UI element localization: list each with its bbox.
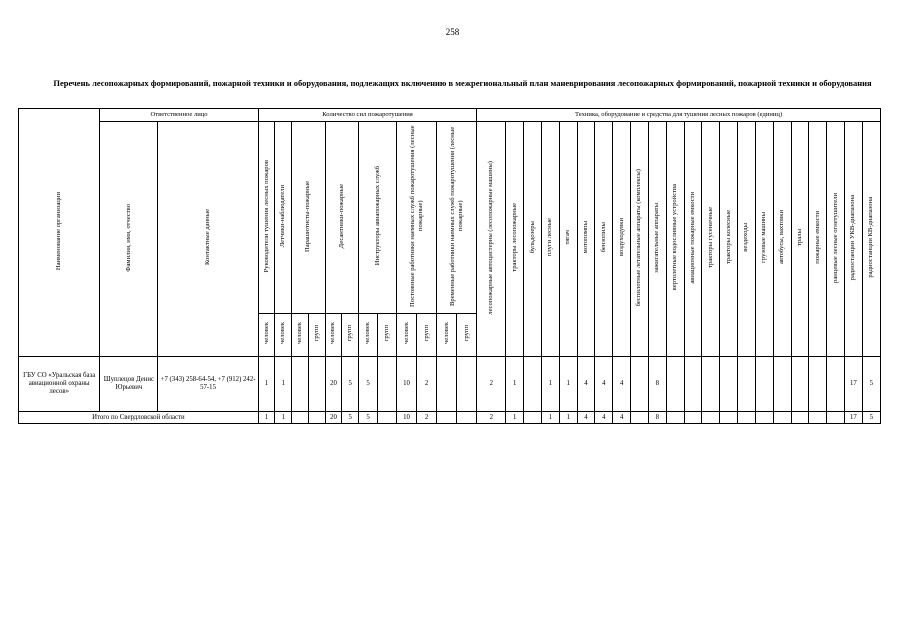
header-equip-8 xyxy=(631,122,649,357)
total-equip-14 xyxy=(738,412,756,424)
cell-force-3 xyxy=(308,357,325,412)
total-row xyxy=(19,412,881,424)
cell-equip-21 xyxy=(862,357,880,412)
total-force-8 xyxy=(396,412,416,424)
total-equip-12 xyxy=(702,412,720,424)
cell-force-0 xyxy=(258,357,275,412)
total-equip-21 xyxy=(862,412,880,424)
header-equip-10 xyxy=(666,122,684,357)
total-equip-6 xyxy=(595,412,613,424)
header-equip-11 xyxy=(684,122,702,357)
cell-equip-3-text: 1 xyxy=(548,380,553,387)
unit-3-0-text: человек xyxy=(329,322,337,345)
header-force-5 xyxy=(396,122,436,314)
header-equip-8-text: беспилотные летательные аппараты (комплексы) xyxy=(635,168,643,307)
total-equip-17 xyxy=(791,412,809,424)
total-force-0-text: 1 xyxy=(264,413,269,421)
header-equip-6-text: бензопилы xyxy=(599,222,607,253)
header-equip-15 xyxy=(755,122,773,357)
total-equip-3 xyxy=(541,412,559,424)
cell-force-8-text: 10 xyxy=(403,380,410,387)
total-equip-1 xyxy=(506,412,524,424)
total-equip-20 xyxy=(845,412,863,424)
header-equipment xyxy=(477,109,881,122)
total-equip-20-text: 17 xyxy=(850,413,857,421)
header-equip-1-text: тракторы лесопожарные xyxy=(510,203,518,272)
total-force-6-text: 5 xyxy=(366,413,370,421)
cell-force-1 xyxy=(275,357,292,412)
cell-equip-4 xyxy=(559,357,577,412)
header-equip-7-text: воздуходувки xyxy=(617,218,625,257)
header-force-2 xyxy=(292,122,325,314)
cell-equip-3 xyxy=(541,357,559,412)
header-equip-4 xyxy=(559,122,577,357)
total-equip-21-text: 5 xyxy=(869,413,874,421)
unit-5-1-text: групп xyxy=(422,325,430,342)
header-equip-7 xyxy=(613,122,631,357)
total-equip-3-text: 1 xyxy=(548,413,553,421)
header-equip-1 xyxy=(506,122,524,357)
unit-0-0 xyxy=(258,314,275,357)
cell-force-7 xyxy=(378,357,397,412)
cell-equip-1-text: 1 xyxy=(512,380,517,387)
unit-2-1 xyxy=(308,314,325,357)
unit-2-1-text: групп xyxy=(312,325,320,342)
total-equip-0 xyxy=(477,412,506,424)
total-force-4 xyxy=(325,412,342,424)
cell-force-4-text: 20 xyxy=(330,380,337,387)
header-org-name xyxy=(19,109,100,357)
cell-force-11 xyxy=(457,357,477,412)
page-number: 258 xyxy=(445,27,460,37)
cell-force-2 xyxy=(292,357,309,412)
cell-equip-5-text: 4 xyxy=(584,380,588,387)
unit-5-0 xyxy=(396,314,416,357)
cell-equip-7-text: 4 xyxy=(619,380,624,387)
header-equip-14 xyxy=(738,122,756,357)
unit-2-0-text: человек xyxy=(296,322,304,345)
total-equip-9-text: 8 xyxy=(655,413,659,421)
header-equip-3-text: плуги лесные xyxy=(546,218,554,257)
total-force-0 xyxy=(258,412,275,424)
cell-force-5 xyxy=(342,357,359,412)
header-contacts xyxy=(158,122,258,357)
cell-org-text: ГБУ СО «Уральская база авиационной охраны лесов» xyxy=(23,372,96,395)
header-equip-5 xyxy=(577,122,595,357)
total-force-9-text: 2 xyxy=(424,413,429,421)
header-force-5-text: Постоянные работники наемных служб пожаротушения (лесные пожарные) xyxy=(408,125,424,307)
cell-equip-13 xyxy=(720,357,738,412)
header-equip-0-text: лесопожарные автоцистерны (лесопожарные машины) xyxy=(487,160,495,315)
total-force-7 xyxy=(378,412,397,424)
formations-table xyxy=(18,108,881,424)
header-forces-text: Количество сил пожаротушения xyxy=(322,111,413,118)
header-equip-0 xyxy=(477,122,506,357)
document-title: Перечень лесопожарных формирований, пожарной техники и оборудования, подлежащих включению в межрегиональный план маневрирования лесопожарных формирований, пожарной техники и оборудования xyxy=(53,78,872,88)
total-equip-1-text: 1 xyxy=(512,413,517,421)
header-equip-20 xyxy=(845,122,863,357)
unit-1-0 xyxy=(275,314,292,357)
total-force-1-text: 1 xyxy=(281,413,286,421)
total-equip-9 xyxy=(648,412,666,424)
cell-equip-8 xyxy=(631,357,649,412)
unit-5-0-text: человек xyxy=(402,322,410,345)
header-force-4-text: Инструкторы авиапожарных служб xyxy=(373,166,381,266)
total-equip-18 xyxy=(809,412,827,424)
header-equip-10-text: вертолетные водосливные устройства xyxy=(671,184,679,291)
unit-3-1-text: групп xyxy=(346,325,354,342)
unit-1-0-text: человек xyxy=(279,322,287,345)
total-label xyxy=(19,412,259,424)
cell-contacts xyxy=(158,357,258,412)
header-force-1-text: Летчики-наблюдатели xyxy=(279,184,287,248)
header-equip-21-text: радиостанции КВ-диапазона xyxy=(867,197,875,278)
total-equip-5-text: 4 xyxy=(584,413,588,421)
header-force-0-text: Руководители тушения лесных пожаров xyxy=(262,159,270,273)
cell-equip-16 xyxy=(773,357,791,412)
cell-equip-20 xyxy=(845,357,863,412)
header-equip-16-text: автобусы, вахтовки xyxy=(778,210,786,265)
cell-fio xyxy=(100,357,158,412)
unit-6-1 xyxy=(457,314,477,357)
header-equip-5-text: мотопомпы xyxy=(581,221,589,254)
header-fio-text: Фамилия, имя, отчество xyxy=(124,203,132,272)
header-force-3-text: Десантники-пожарные xyxy=(337,183,345,249)
unit-0-0-text: человек xyxy=(262,322,270,345)
cell-equip-2 xyxy=(524,357,542,412)
cell-force-0-text: 1 xyxy=(264,380,269,387)
total-equip-11 xyxy=(684,412,702,424)
header-equip-19-text: ранцевые лесные огнетушители xyxy=(831,192,839,283)
total-force-6 xyxy=(359,412,378,424)
total-force-5-text: 5 xyxy=(348,413,352,421)
total-force-4-text: 20 xyxy=(330,413,337,421)
total-force-5 xyxy=(342,412,359,424)
header-equip-18-text: пожарные емкости xyxy=(813,211,821,264)
total-equip-6-text: 4 xyxy=(602,413,606,421)
cell-equip-20-text: 17 xyxy=(850,380,857,387)
cell-force-8 xyxy=(396,357,416,412)
cell-force-1-text: 1 xyxy=(281,380,286,387)
total-equip-4 xyxy=(559,412,577,424)
total-force-10 xyxy=(437,412,457,424)
header-contacts-text: Контактные данные xyxy=(204,209,212,266)
unit-4-1-text: групп xyxy=(382,325,390,342)
header-force-0 xyxy=(258,122,275,314)
unit-2-0 xyxy=(292,314,309,357)
cell-force-10 xyxy=(437,357,457,412)
header-equip-15-text: грузовые машины xyxy=(760,212,768,263)
cell-equip-6 xyxy=(595,357,613,412)
cell-equip-7 xyxy=(613,357,631,412)
header-forces xyxy=(258,109,477,122)
total-force-11 xyxy=(457,412,477,424)
header-equip-12-text: тракторы гусеничные xyxy=(706,207,714,268)
table-row xyxy=(19,357,881,412)
unit-3-0 xyxy=(325,314,342,357)
header-equip-13 xyxy=(720,122,738,357)
total-equip-16 xyxy=(773,412,791,424)
total-equip-2 xyxy=(524,412,542,424)
cell-equip-12 xyxy=(702,357,720,412)
total-equip-0-text: 2 xyxy=(489,413,493,421)
cell-equip-0 xyxy=(477,357,506,412)
total-equip-10 xyxy=(666,412,684,424)
total-equip-5 xyxy=(577,412,595,424)
header-force-4 xyxy=(359,122,397,314)
header-equip-17 xyxy=(791,122,809,357)
cell-force-9 xyxy=(417,357,437,412)
cell-contacts-text: +7 (343) 258-64-54, +7 (912) 242-57-15 xyxy=(160,376,256,391)
header-equip-6 xyxy=(595,122,613,357)
cell-force-4 xyxy=(325,357,342,412)
unit-4-0 xyxy=(359,314,378,357)
total-equip-8 xyxy=(631,412,649,424)
cell-equip-19 xyxy=(827,357,845,412)
total-force-3 xyxy=(308,412,325,424)
header-equip-16 xyxy=(773,122,791,357)
cell-equip-10 xyxy=(666,357,684,412)
cell-force-6-text: 5 xyxy=(366,380,370,387)
cell-equip-6-text: 4 xyxy=(602,380,606,387)
total-equip-19 xyxy=(827,412,845,424)
header-force-1 xyxy=(275,122,292,314)
header-equip-2 xyxy=(524,122,542,357)
unit-6-1-text: групп xyxy=(462,325,470,342)
cell-equip-9 xyxy=(648,357,666,412)
cell-equip-11 xyxy=(684,357,702,412)
header-fio xyxy=(100,122,158,357)
header-force-3 xyxy=(325,122,358,314)
header-equip-17-text: тралы xyxy=(795,229,803,246)
total-label-text: Итого по Свердловской области xyxy=(92,413,185,421)
cell-equip-21-text: 5 xyxy=(869,380,874,387)
total-equip-13 xyxy=(720,412,738,424)
total-equip-7-text: 4 xyxy=(619,413,624,421)
unit-4-1 xyxy=(378,314,397,357)
total-force-1 xyxy=(275,412,292,424)
header-equip-18 xyxy=(809,122,827,357)
cell-force-9-text: 2 xyxy=(424,380,429,387)
header-equip-2-text: бульдозеры xyxy=(528,221,536,254)
total-equip-15 xyxy=(755,412,773,424)
header-equip-12 xyxy=(702,122,720,357)
header-equip-19 xyxy=(827,122,845,357)
cell-equip-17 xyxy=(791,357,809,412)
unit-4-0-text: человек xyxy=(364,322,372,345)
cell-equip-0-text: 2 xyxy=(489,380,493,387)
header-responsible-text: Ответственное лицо xyxy=(150,111,208,118)
header-equip-4-text: тягач xyxy=(564,230,572,245)
header-force-6 xyxy=(437,122,477,314)
unit-5-1 xyxy=(417,314,437,357)
header-equip-13-text: тракторы колесные xyxy=(724,210,732,265)
cell-equip-15 xyxy=(755,357,773,412)
header-equip-9 xyxy=(648,122,666,357)
header-equip-3 xyxy=(541,122,559,357)
header-equip-14-text: вездеходы xyxy=(742,223,750,252)
header-equip-21 xyxy=(862,122,880,357)
header-force-6-text: Временные работники наемных служб пожаротушения (лесные пожарные) xyxy=(448,126,464,306)
cell-equip-5 xyxy=(577,357,595,412)
unit-6-0 xyxy=(437,314,457,357)
cell-equip-1 xyxy=(506,357,524,412)
total-equip-7 xyxy=(613,412,631,424)
unit-3-1 xyxy=(342,314,359,357)
header-equip-11-text: авиационные пожарные емкости xyxy=(688,191,696,284)
unit-6-0-text: человек xyxy=(442,322,450,345)
cell-equip-18 xyxy=(809,357,827,412)
header-equip-9-text: зажигательные аппараты xyxy=(653,202,661,273)
header-equipment-text: Техника, оборудование и средства для тушения лесных пожаров (единиц) xyxy=(574,111,783,118)
cell-equip-4-text: 1 xyxy=(566,380,570,387)
total-force-9 xyxy=(417,412,437,424)
cell-equip-9-text: 8 xyxy=(655,380,659,387)
cell-fio-text: Шуплецов Денис Юрьевич xyxy=(103,376,155,391)
header-equip-20-text: радиостанции УКВ-диапазона xyxy=(849,194,857,281)
cell-force-6 xyxy=(359,357,378,412)
cell-equip-14 xyxy=(738,357,756,412)
header-org-name-text: Наименование организации xyxy=(55,191,63,271)
cell-force-5-text: 5 xyxy=(348,380,352,387)
header-force-2-text: Парашютисты-пожарные xyxy=(304,180,312,252)
total-force-2 xyxy=(292,412,309,424)
total-equip-4-text: 1 xyxy=(566,413,570,421)
header-responsible xyxy=(100,109,258,122)
total-force-8-text: 10 xyxy=(403,413,410,421)
cell-org xyxy=(19,357,100,412)
